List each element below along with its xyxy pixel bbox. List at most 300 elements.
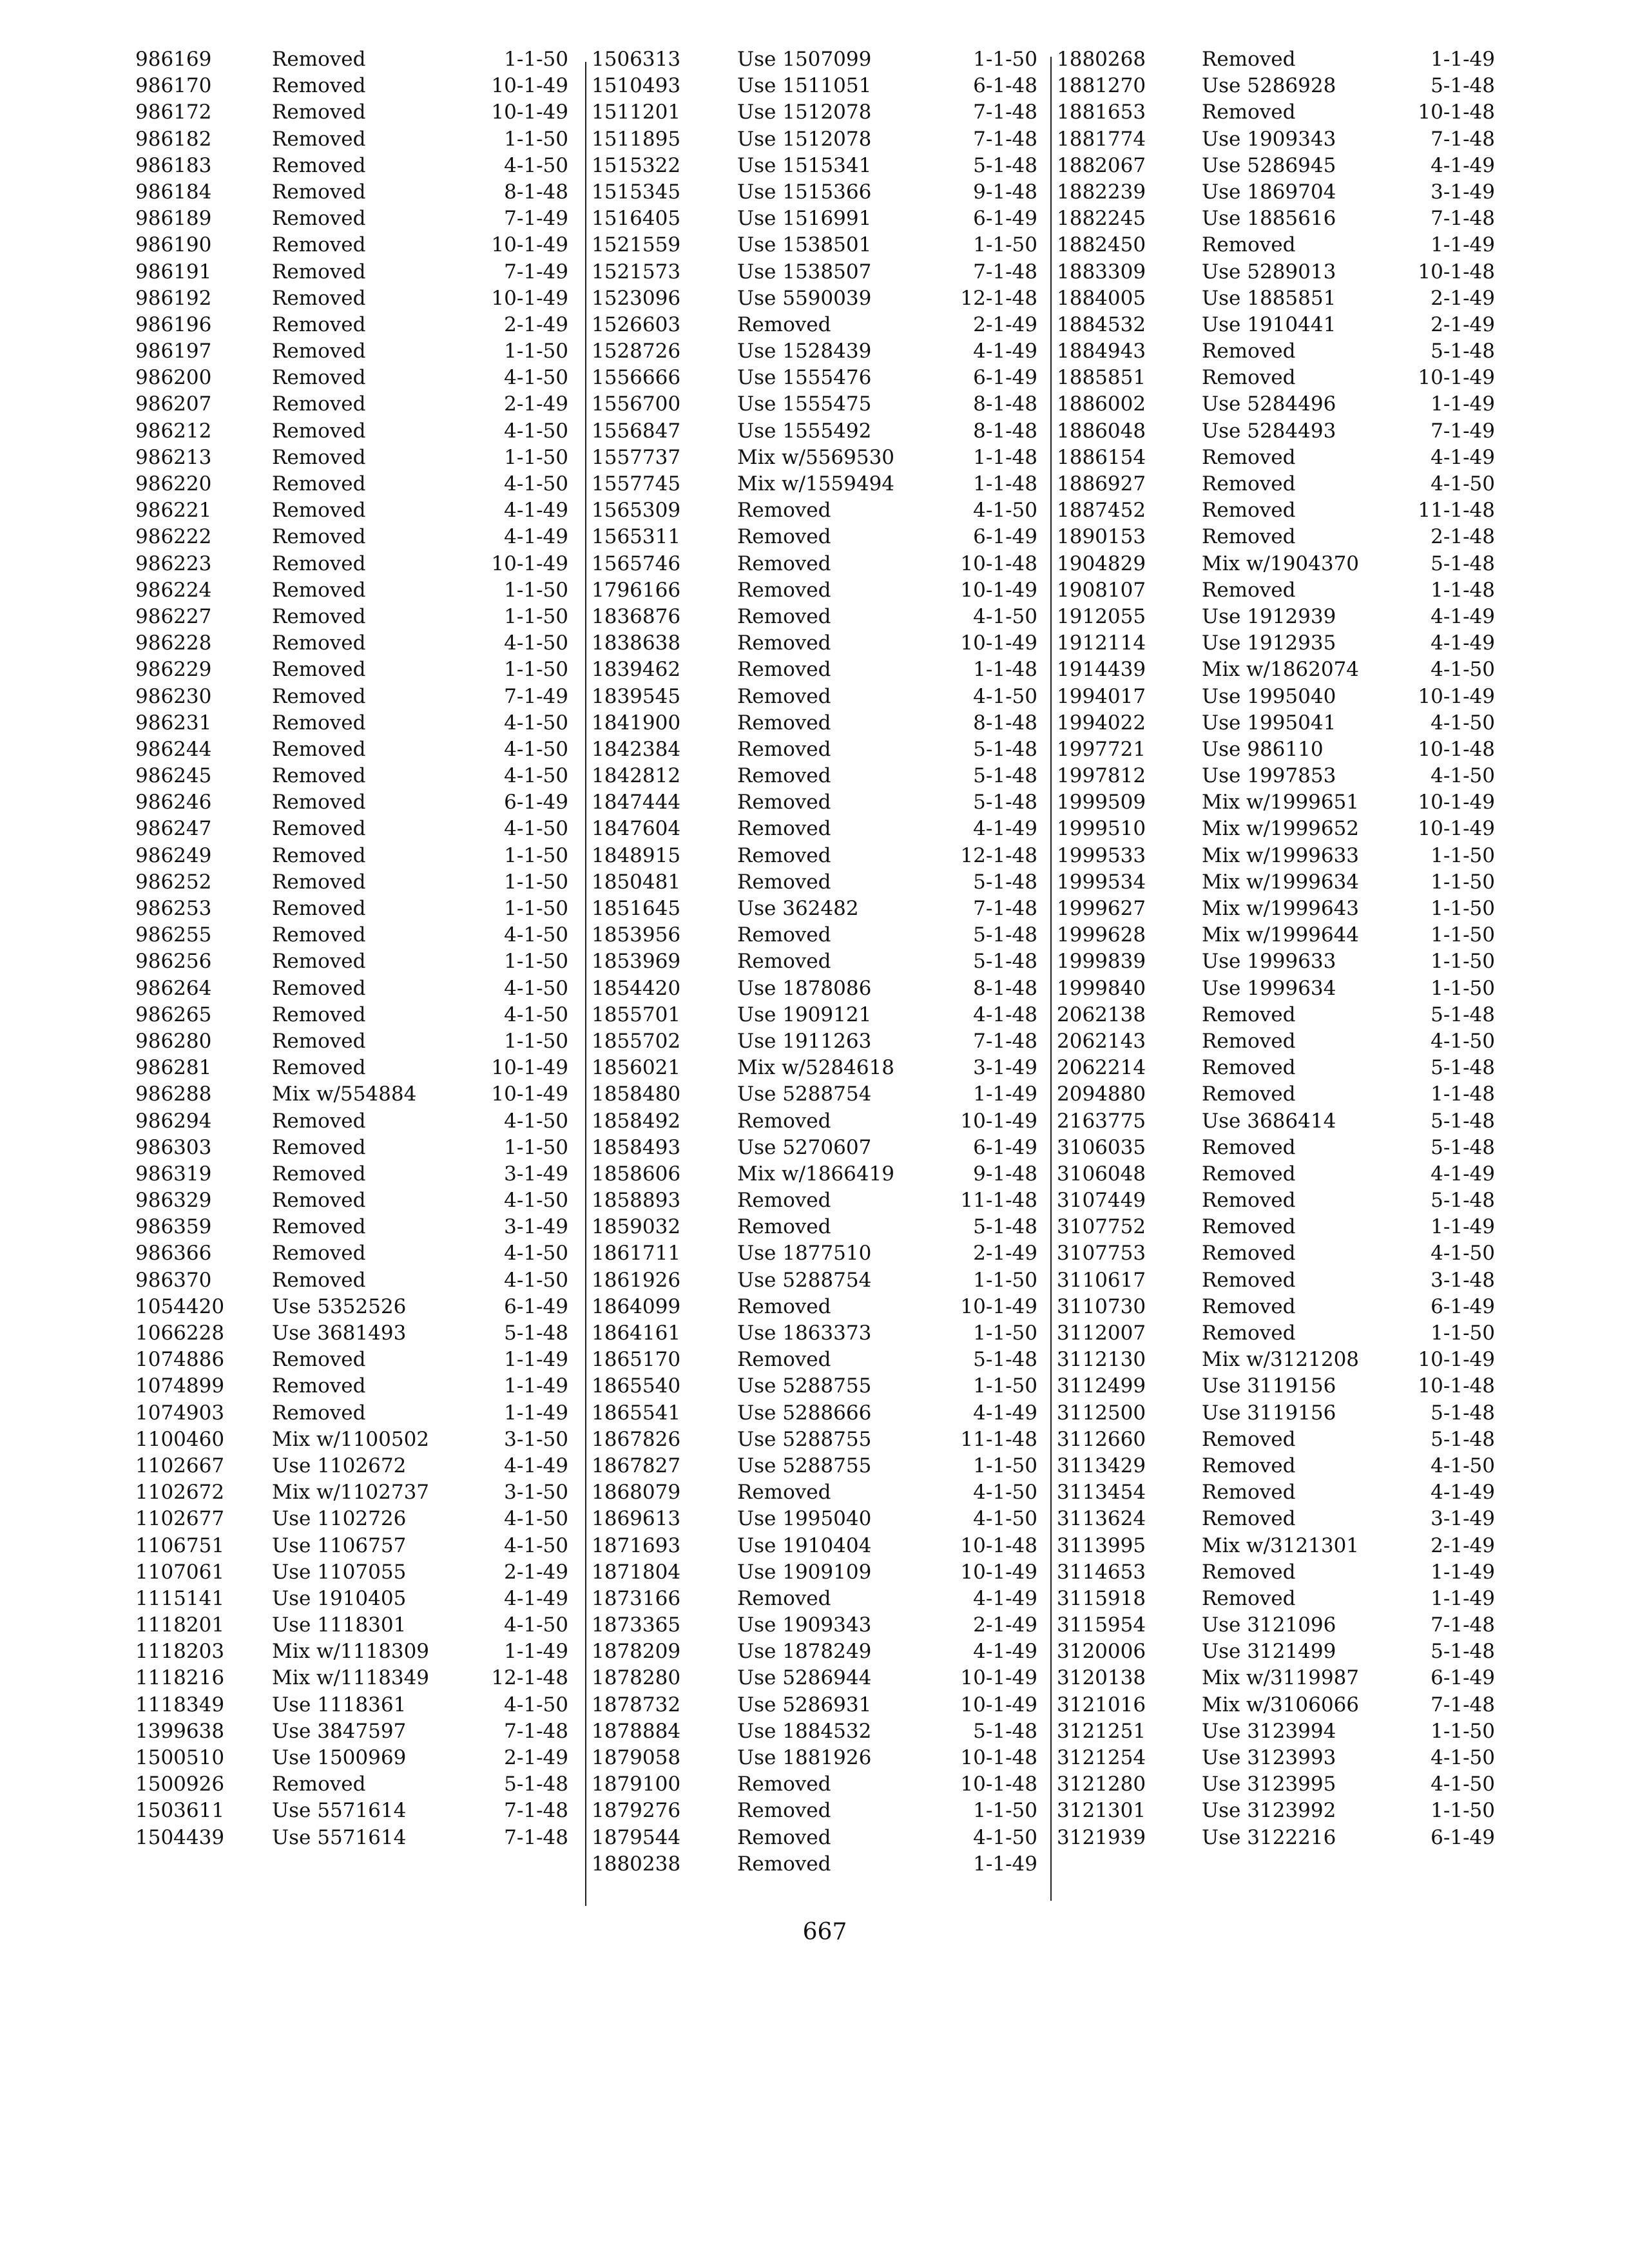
part-number: 1102677 bbox=[135, 1507, 225, 1531]
list-item bbox=[592, 232, 1037, 258]
effective-date: 1-1-50 bbox=[504, 897, 568, 920]
disposition: Removed bbox=[272, 127, 366, 151]
disposition: Removed bbox=[1202, 1560, 1296, 1584]
part-number: 1074903 bbox=[135, 1401, 225, 1425]
effective-date: 10-1-49 bbox=[960, 578, 1037, 602]
list-item bbox=[135, 657, 568, 683]
list-item bbox=[592, 1002, 1037, 1028]
list-item bbox=[135, 73, 568, 99]
disposition: Removed bbox=[1202, 1268, 1296, 1292]
effective-date: 2-1-49 bbox=[504, 312, 568, 336]
part-number: 3112130 bbox=[1057, 1348, 1146, 1372]
effective-date: 1-1-50 bbox=[504, 578, 568, 602]
part-number: 1886927 bbox=[1057, 472, 1146, 495]
disposition: Removed bbox=[1202, 1003, 1296, 1026]
list-item bbox=[135, 1745, 568, 1771]
disposition: Removed bbox=[1202, 1189, 1296, 1213]
effective-date: 5-1-48 bbox=[1431, 1640, 1495, 1664]
disposition: Mix w/1999652 bbox=[1202, 817, 1360, 841]
part-number: 1999510 bbox=[1057, 817, 1146, 841]
part-number: 986281 bbox=[135, 1056, 212, 1080]
list-item bbox=[592, 312, 1037, 338]
disposition: Removed bbox=[737, 578, 831, 602]
list-item bbox=[1057, 285, 1495, 312]
effective-date: 2-1-49 bbox=[1431, 312, 1495, 336]
part-number: 1885851 bbox=[1057, 366, 1146, 390]
part-number: 1796166 bbox=[592, 578, 681, 602]
list-item bbox=[135, 1240, 568, 1267]
effective-date: 4-1-48 bbox=[973, 1003, 1037, 1026]
list-item bbox=[135, 418, 568, 445]
part-number: 986182 bbox=[135, 127, 212, 151]
list-item bbox=[135, 391, 568, 418]
list-item bbox=[135, 763, 568, 789]
part-number: 1882239 bbox=[1057, 180, 1146, 204]
part-number: 1997721 bbox=[1057, 737, 1146, 761]
list-item bbox=[592, 1294, 1037, 1320]
disposition: Removed bbox=[1202, 472, 1296, 495]
list-item bbox=[592, 285, 1037, 312]
effective-date: 5-1-48 bbox=[1431, 1189, 1495, 1213]
disposition: Use 986110 bbox=[1202, 737, 1324, 761]
effective-date: 6-1-49 bbox=[973, 207, 1037, 231]
list-item bbox=[1057, 1028, 1495, 1055]
part-number: 1565746 bbox=[592, 552, 681, 575]
part-number: 1999627 bbox=[1057, 897, 1146, 920]
effective-date: 1-1-49 bbox=[504, 1348, 568, 1372]
list-item bbox=[1057, 922, 1495, 948]
effective-date: 10-1-49 bbox=[491, 1056, 568, 1080]
effective-date: 4-1-50 bbox=[1431, 1454, 1495, 1477]
disposition: Mix w/5569530 bbox=[737, 445, 895, 469]
effective-date: 2-1-49 bbox=[504, 392, 568, 416]
list-item bbox=[135, 1294, 568, 1320]
part-number: 1868079 bbox=[592, 1481, 681, 1504]
disposition: Removed bbox=[737, 1348, 831, 1372]
disposition: Use 1878249 bbox=[737, 1640, 872, 1664]
effective-date: 10-1-49 bbox=[960, 1109, 1037, 1133]
part-number: 1839462 bbox=[592, 658, 681, 682]
effective-date: 4-1-50 bbox=[973, 604, 1037, 628]
disposition: Use 1102672 bbox=[272, 1454, 407, 1477]
disposition: Removed bbox=[272, 552, 366, 575]
list-item bbox=[592, 896, 1037, 922]
part-number: 986288 bbox=[135, 1082, 212, 1106]
list-item bbox=[135, 1453, 568, 1479]
list-item bbox=[592, 1214, 1037, 1240]
part-number: 1118349 bbox=[135, 1693, 225, 1716]
effective-date: 7-1-49 bbox=[1431, 419, 1495, 443]
list-item bbox=[135, 551, 568, 577]
effective-date: 5-1-48 bbox=[973, 923, 1037, 947]
effective-date: 1-1-48 bbox=[973, 445, 1037, 469]
disposition: Removed bbox=[737, 552, 831, 575]
list-item bbox=[1057, 1771, 1495, 1798]
part-number: 1871693 bbox=[592, 1533, 681, 1557]
disposition: Use 3121096 bbox=[1202, 1613, 1336, 1637]
list-item bbox=[1057, 843, 1495, 869]
list-item bbox=[1057, 206, 1495, 232]
list-item bbox=[135, 126, 568, 153]
effective-date: 11-1-48 bbox=[960, 1189, 1037, 1213]
list-item bbox=[592, 524, 1037, 550]
effective-date: 12-1-48 bbox=[960, 286, 1037, 310]
effective-date: 10-1-48 bbox=[960, 1533, 1037, 1557]
disposition: Mix w/1100502 bbox=[272, 1427, 430, 1451]
part-number: 1521559 bbox=[592, 233, 681, 257]
effective-date: 7-1-48 bbox=[504, 1825, 568, 1849]
effective-date: 10-1-49 bbox=[1418, 684, 1495, 708]
part-number: 1999534 bbox=[1057, 870, 1146, 894]
effective-date: 6-1-49 bbox=[1431, 1825, 1495, 1849]
disposition: Mix w/3106066 bbox=[1202, 1693, 1360, 1716]
disposition: Use 5288755 bbox=[737, 1454, 872, 1477]
part-number: 3112500 bbox=[1057, 1401, 1146, 1425]
effective-date: 1-1-50 bbox=[973, 1321, 1037, 1345]
disposition: Removed bbox=[272, 366, 366, 390]
list-item bbox=[1057, 418, 1495, 445]
disposition: Removed bbox=[1202, 101, 1296, 124]
list-item bbox=[135, 1427, 568, 1453]
part-number: 3121254 bbox=[1057, 1746, 1146, 1769]
page-number: 667 bbox=[802, 1919, 847, 1945]
disposition: Use 3686414 bbox=[1202, 1109, 1336, 1133]
disposition: Removed bbox=[737, 843, 831, 867]
list-item bbox=[1057, 1718, 1495, 1745]
disposition: Use 1538507 bbox=[737, 260, 872, 284]
list-item bbox=[592, 843, 1037, 869]
part-number: 1861926 bbox=[592, 1268, 681, 1292]
disposition: Use 1515341 bbox=[737, 153, 872, 177]
disposition: Removed bbox=[272, 101, 366, 124]
list-item bbox=[592, 365, 1037, 391]
effective-date: 12-1-48 bbox=[960, 843, 1037, 867]
part-number: 1500926 bbox=[135, 1773, 225, 1796]
part-number: 3113454 bbox=[1057, 1481, 1146, 1504]
list-item bbox=[135, 604, 568, 630]
part-number: 1884943 bbox=[1057, 340, 1146, 363]
disposition: Use 1555492 bbox=[737, 419, 872, 443]
disposition: Use 1995040 bbox=[1202, 684, 1336, 708]
part-number: 1890153 bbox=[1057, 525, 1146, 549]
part-number: 3114653 bbox=[1057, 1560, 1146, 1584]
disposition: Removed bbox=[737, 1481, 831, 1504]
part-number: 1848915 bbox=[592, 843, 681, 867]
effective-date: 10-1-49 bbox=[491, 1082, 568, 1106]
disposition: Mix w/1559494 bbox=[737, 472, 895, 495]
effective-date: 10-1-49 bbox=[491, 552, 568, 575]
part-number: 3112660 bbox=[1057, 1427, 1146, 1451]
part-number: 986252 bbox=[135, 870, 212, 894]
disposition: Removed bbox=[272, 1135, 366, 1159]
disposition: Use 1107055 bbox=[272, 1560, 407, 1584]
part-number: 3107752 bbox=[1057, 1215, 1146, 1239]
list-item bbox=[1057, 1639, 1495, 1665]
effective-date: 1-1-48 bbox=[973, 658, 1037, 682]
effective-date: 4-1-49 bbox=[1431, 445, 1495, 469]
effective-date: 10-1-48 bbox=[960, 552, 1037, 575]
list-item bbox=[135, 1002, 568, 1028]
effective-date: 4-1-50 bbox=[504, 419, 568, 443]
part-number: 1528726 bbox=[592, 340, 681, 363]
effective-date: 3-1-49 bbox=[504, 1215, 568, 1239]
part-number: 1511201 bbox=[592, 101, 681, 124]
list-item bbox=[592, 46, 1037, 73]
disposition: Use 1869704 bbox=[1202, 180, 1336, 204]
part-number: 1880238 bbox=[592, 1852, 681, 1876]
part-number: 1997812 bbox=[1057, 764, 1146, 788]
effective-date: 12-1-48 bbox=[491, 1666, 568, 1690]
effective-date: 1-1-49 bbox=[1431, 1560, 1495, 1584]
part-number: 3110617 bbox=[1057, 1268, 1146, 1292]
part-number: 986230 bbox=[135, 684, 212, 708]
list-item bbox=[1057, 232, 1495, 258]
part-number: 1858480 bbox=[592, 1082, 681, 1106]
list-item bbox=[1057, 1586, 1495, 1612]
list-item bbox=[592, 1718, 1037, 1745]
list-item bbox=[135, 922, 568, 948]
list-item bbox=[592, 816, 1037, 842]
part-number: 1882450 bbox=[1057, 233, 1146, 257]
effective-date: 10-1-49 bbox=[491, 286, 568, 310]
list-item bbox=[592, 551, 1037, 577]
disposition: Mix w/1118309 bbox=[272, 1640, 430, 1664]
effective-date: 4-1-50 bbox=[504, 764, 568, 788]
effective-date: 10-1-49 bbox=[960, 631, 1037, 655]
list-item bbox=[135, 869, 568, 896]
effective-date: 4-1-49 bbox=[504, 1586, 568, 1610]
disposition: Removed bbox=[272, 631, 366, 655]
disposition: Use 3119156 bbox=[1202, 1374, 1336, 1398]
part-number: 1102667 bbox=[135, 1454, 225, 1477]
part-number: 986227 bbox=[135, 604, 212, 628]
part-number: 1511895 bbox=[592, 127, 681, 151]
effective-date: 2-1-49 bbox=[1431, 1533, 1495, 1557]
list-item bbox=[135, 524, 568, 550]
list-item bbox=[1057, 736, 1495, 763]
effective-date: 5-1-48 bbox=[973, 1215, 1037, 1239]
effective-date: 4-1-50 bbox=[504, 1003, 568, 1026]
list-item bbox=[135, 285, 568, 312]
part-number: 2163775 bbox=[1057, 1109, 1146, 1133]
list-item bbox=[135, 896, 568, 922]
part-number: 986224 bbox=[135, 578, 212, 602]
effective-date: 4-1-49 bbox=[973, 1640, 1037, 1664]
list-item bbox=[592, 1400, 1037, 1427]
part-number: 1904829 bbox=[1057, 552, 1146, 575]
disposition: Removed bbox=[737, 499, 831, 523]
disposition: Removed bbox=[737, 870, 831, 894]
disposition: Removed bbox=[272, 791, 366, 814]
part-number: 1054420 bbox=[135, 1294, 225, 1318]
part-number: 986246 bbox=[135, 791, 212, 814]
disposition: Use 5571614 bbox=[272, 1825, 407, 1849]
part-number: 986253 bbox=[135, 897, 212, 920]
part-number: 1855702 bbox=[592, 1029, 681, 1053]
part-number: 1074899 bbox=[135, 1374, 225, 1398]
list-item bbox=[592, 338, 1037, 365]
part-number: 986319 bbox=[135, 1162, 212, 1186]
part-number: 1504439 bbox=[135, 1825, 225, 1849]
column-1 bbox=[135, 46, 568, 1851]
effective-date: 1-1-50 bbox=[504, 340, 568, 363]
list-item bbox=[592, 471, 1037, 497]
disposition: Use 5288754 bbox=[737, 1082, 872, 1106]
effective-date: 2-1-49 bbox=[973, 312, 1037, 336]
disposition: Use 5288754 bbox=[737, 1268, 872, 1292]
part-number: 1873166 bbox=[592, 1586, 681, 1610]
list-item bbox=[592, 763, 1037, 789]
effective-date: 1-1-50 bbox=[1431, 976, 1495, 1000]
part-number: 1886154 bbox=[1057, 445, 1146, 469]
list-item bbox=[135, 577, 568, 604]
part-number: 3121280 bbox=[1057, 1773, 1146, 1796]
part-number: 986169 bbox=[135, 48, 212, 71]
effective-date: 7-1-48 bbox=[973, 1029, 1037, 1053]
disposition: Removed bbox=[1202, 1056, 1296, 1080]
list-item bbox=[1057, 1347, 1495, 1373]
list-item bbox=[592, 418, 1037, 445]
disposition: Removed bbox=[272, 419, 366, 443]
effective-date: 4-1-49 bbox=[504, 1454, 568, 1477]
disposition: Use 5288755 bbox=[737, 1374, 872, 1398]
disposition: Removed bbox=[1202, 1162, 1296, 1186]
part-number: 1878732 bbox=[592, 1693, 681, 1716]
disposition: Mix w/3121208 bbox=[1202, 1348, 1360, 1372]
list-item bbox=[1057, 1320, 1495, 1347]
list-item bbox=[1057, 763, 1495, 789]
effective-date: 1-1-49 bbox=[1431, 233, 1495, 257]
effective-date: 1-1-49 bbox=[1431, 1215, 1495, 1239]
list-item bbox=[135, 338, 568, 365]
effective-date: 1-1-50 bbox=[504, 1135, 568, 1159]
disposition: Removed bbox=[1202, 1082, 1296, 1106]
list-item bbox=[135, 684, 568, 710]
part-number: 3115918 bbox=[1057, 1586, 1146, 1610]
disposition: Removed bbox=[737, 923, 831, 947]
disposition: Use 362482 bbox=[737, 897, 859, 920]
effective-date: 3-1-50 bbox=[504, 1481, 568, 1504]
effective-date: 4-1-50 bbox=[504, 1693, 568, 1716]
disposition: Removed bbox=[272, 286, 366, 310]
part-number: 3121016 bbox=[1057, 1693, 1146, 1716]
part-number: 1516405 bbox=[592, 207, 681, 231]
disposition: Use 5286944 bbox=[737, 1666, 872, 1690]
part-number: 1859032 bbox=[592, 1215, 681, 1239]
disposition: Removed bbox=[272, 340, 366, 363]
effective-date: 1-1-50 bbox=[973, 48, 1037, 71]
part-number: 986303 bbox=[135, 1135, 212, 1159]
part-number: 3107449 bbox=[1057, 1189, 1146, 1213]
part-number: 1886002 bbox=[1057, 392, 1146, 416]
disposition: Removed bbox=[1202, 1029, 1296, 1053]
list-item bbox=[135, 1347, 568, 1373]
list-item bbox=[592, 1055, 1037, 1081]
effective-date: 1-1-49 bbox=[504, 1401, 568, 1425]
effective-date: 4-1-50 bbox=[504, 923, 568, 947]
part-number: 1879276 bbox=[592, 1799, 681, 1823]
list-item bbox=[1057, 1559, 1495, 1586]
disposition: Removed bbox=[737, 1109, 831, 1133]
part-number: 1500510 bbox=[135, 1746, 225, 1769]
list-item bbox=[1057, 710, 1495, 736]
list-item bbox=[135, 497, 568, 524]
disposition: Use 5590039 bbox=[737, 286, 872, 310]
list-item bbox=[135, 1612, 568, 1639]
part-number: 2062143 bbox=[1057, 1029, 1146, 1053]
list-item bbox=[592, 1798, 1037, 1824]
list-item bbox=[1057, 312, 1495, 338]
effective-date: 5-1-48 bbox=[973, 870, 1037, 894]
list-item bbox=[1057, 684, 1495, 710]
list-item bbox=[1057, 259, 1495, 285]
disposition: Removed bbox=[272, 1268, 366, 1292]
effective-date: 4-1-50 bbox=[973, 1825, 1037, 1849]
list-item bbox=[135, 1825, 568, 1851]
part-number: 1869613 bbox=[592, 1507, 681, 1531]
disposition: Use 1500969 bbox=[272, 1746, 407, 1769]
effective-date: 1-1-50 bbox=[973, 233, 1037, 257]
disposition: Removed bbox=[272, 817, 366, 841]
effective-date: 2-1-49 bbox=[1431, 286, 1495, 310]
disposition: Mix w/1866419 bbox=[737, 1162, 895, 1186]
disposition: Removed bbox=[737, 631, 831, 655]
part-number: 1879100 bbox=[592, 1773, 681, 1796]
disposition: Removed bbox=[1202, 499, 1296, 523]
part-number: 1847444 bbox=[592, 791, 681, 814]
part-number: 1887452 bbox=[1057, 499, 1146, 523]
effective-date: 4-1-50 bbox=[504, 1189, 568, 1213]
disposition: Removed bbox=[737, 1215, 831, 1239]
disposition: Removed bbox=[272, 1056, 366, 1080]
list-item bbox=[1057, 1479, 1495, 1506]
disposition: Removed bbox=[272, 950, 366, 974]
list-item bbox=[135, 1798, 568, 1824]
disposition: Use 1909343 bbox=[1202, 127, 1336, 151]
list-item bbox=[592, 657, 1037, 683]
list-item bbox=[1057, 604, 1495, 630]
disposition: Removed bbox=[272, 604, 366, 628]
effective-date: 10-1-49 bbox=[491, 101, 568, 124]
disposition: Mix w/5284618 bbox=[737, 1056, 895, 1080]
disposition: Removed bbox=[272, 1242, 366, 1265]
list-item bbox=[1057, 126, 1495, 153]
part-number: 1858493 bbox=[592, 1135, 681, 1159]
list-item bbox=[592, 948, 1037, 975]
disposition: Removed bbox=[737, 737, 831, 761]
part-number: 1557745 bbox=[592, 472, 681, 495]
part-number: 1523096 bbox=[592, 286, 681, 310]
disposition: Use 1863373 bbox=[737, 1321, 872, 1345]
list-item bbox=[135, 1506, 568, 1532]
list-item bbox=[592, 1373, 1037, 1399]
list-item bbox=[1057, 896, 1495, 922]
list-item bbox=[135, 948, 568, 975]
disposition: Use 1516991 bbox=[737, 207, 872, 231]
list-item bbox=[1057, 445, 1495, 471]
effective-date: 8-1-48 bbox=[973, 976, 1037, 1000]
effective-date: 6-1-49 bbox=[504, 791, 568, 814]
part-number: 3113995 bbox=[1057, 1533, 1146, 1557]
effective-date: 1-1-50 bbox=[504, 127, 568, 151]
disposition: Mix w/1862074 bbox=[1202, 658, 1360, 682]
list-item bbox=[592, 630, 1037, 657]
column-divider bbox=[585, 62, 586, 1906]
list-item bbox=[592, 1559, 1037, 1586]
list-item bbox=[592, 391, 1037, 418]
list-item bbox=[1057, 1161, 1495, 1187]
disposition: Use 1515366 bbox=[737, 180, 872, 204]
